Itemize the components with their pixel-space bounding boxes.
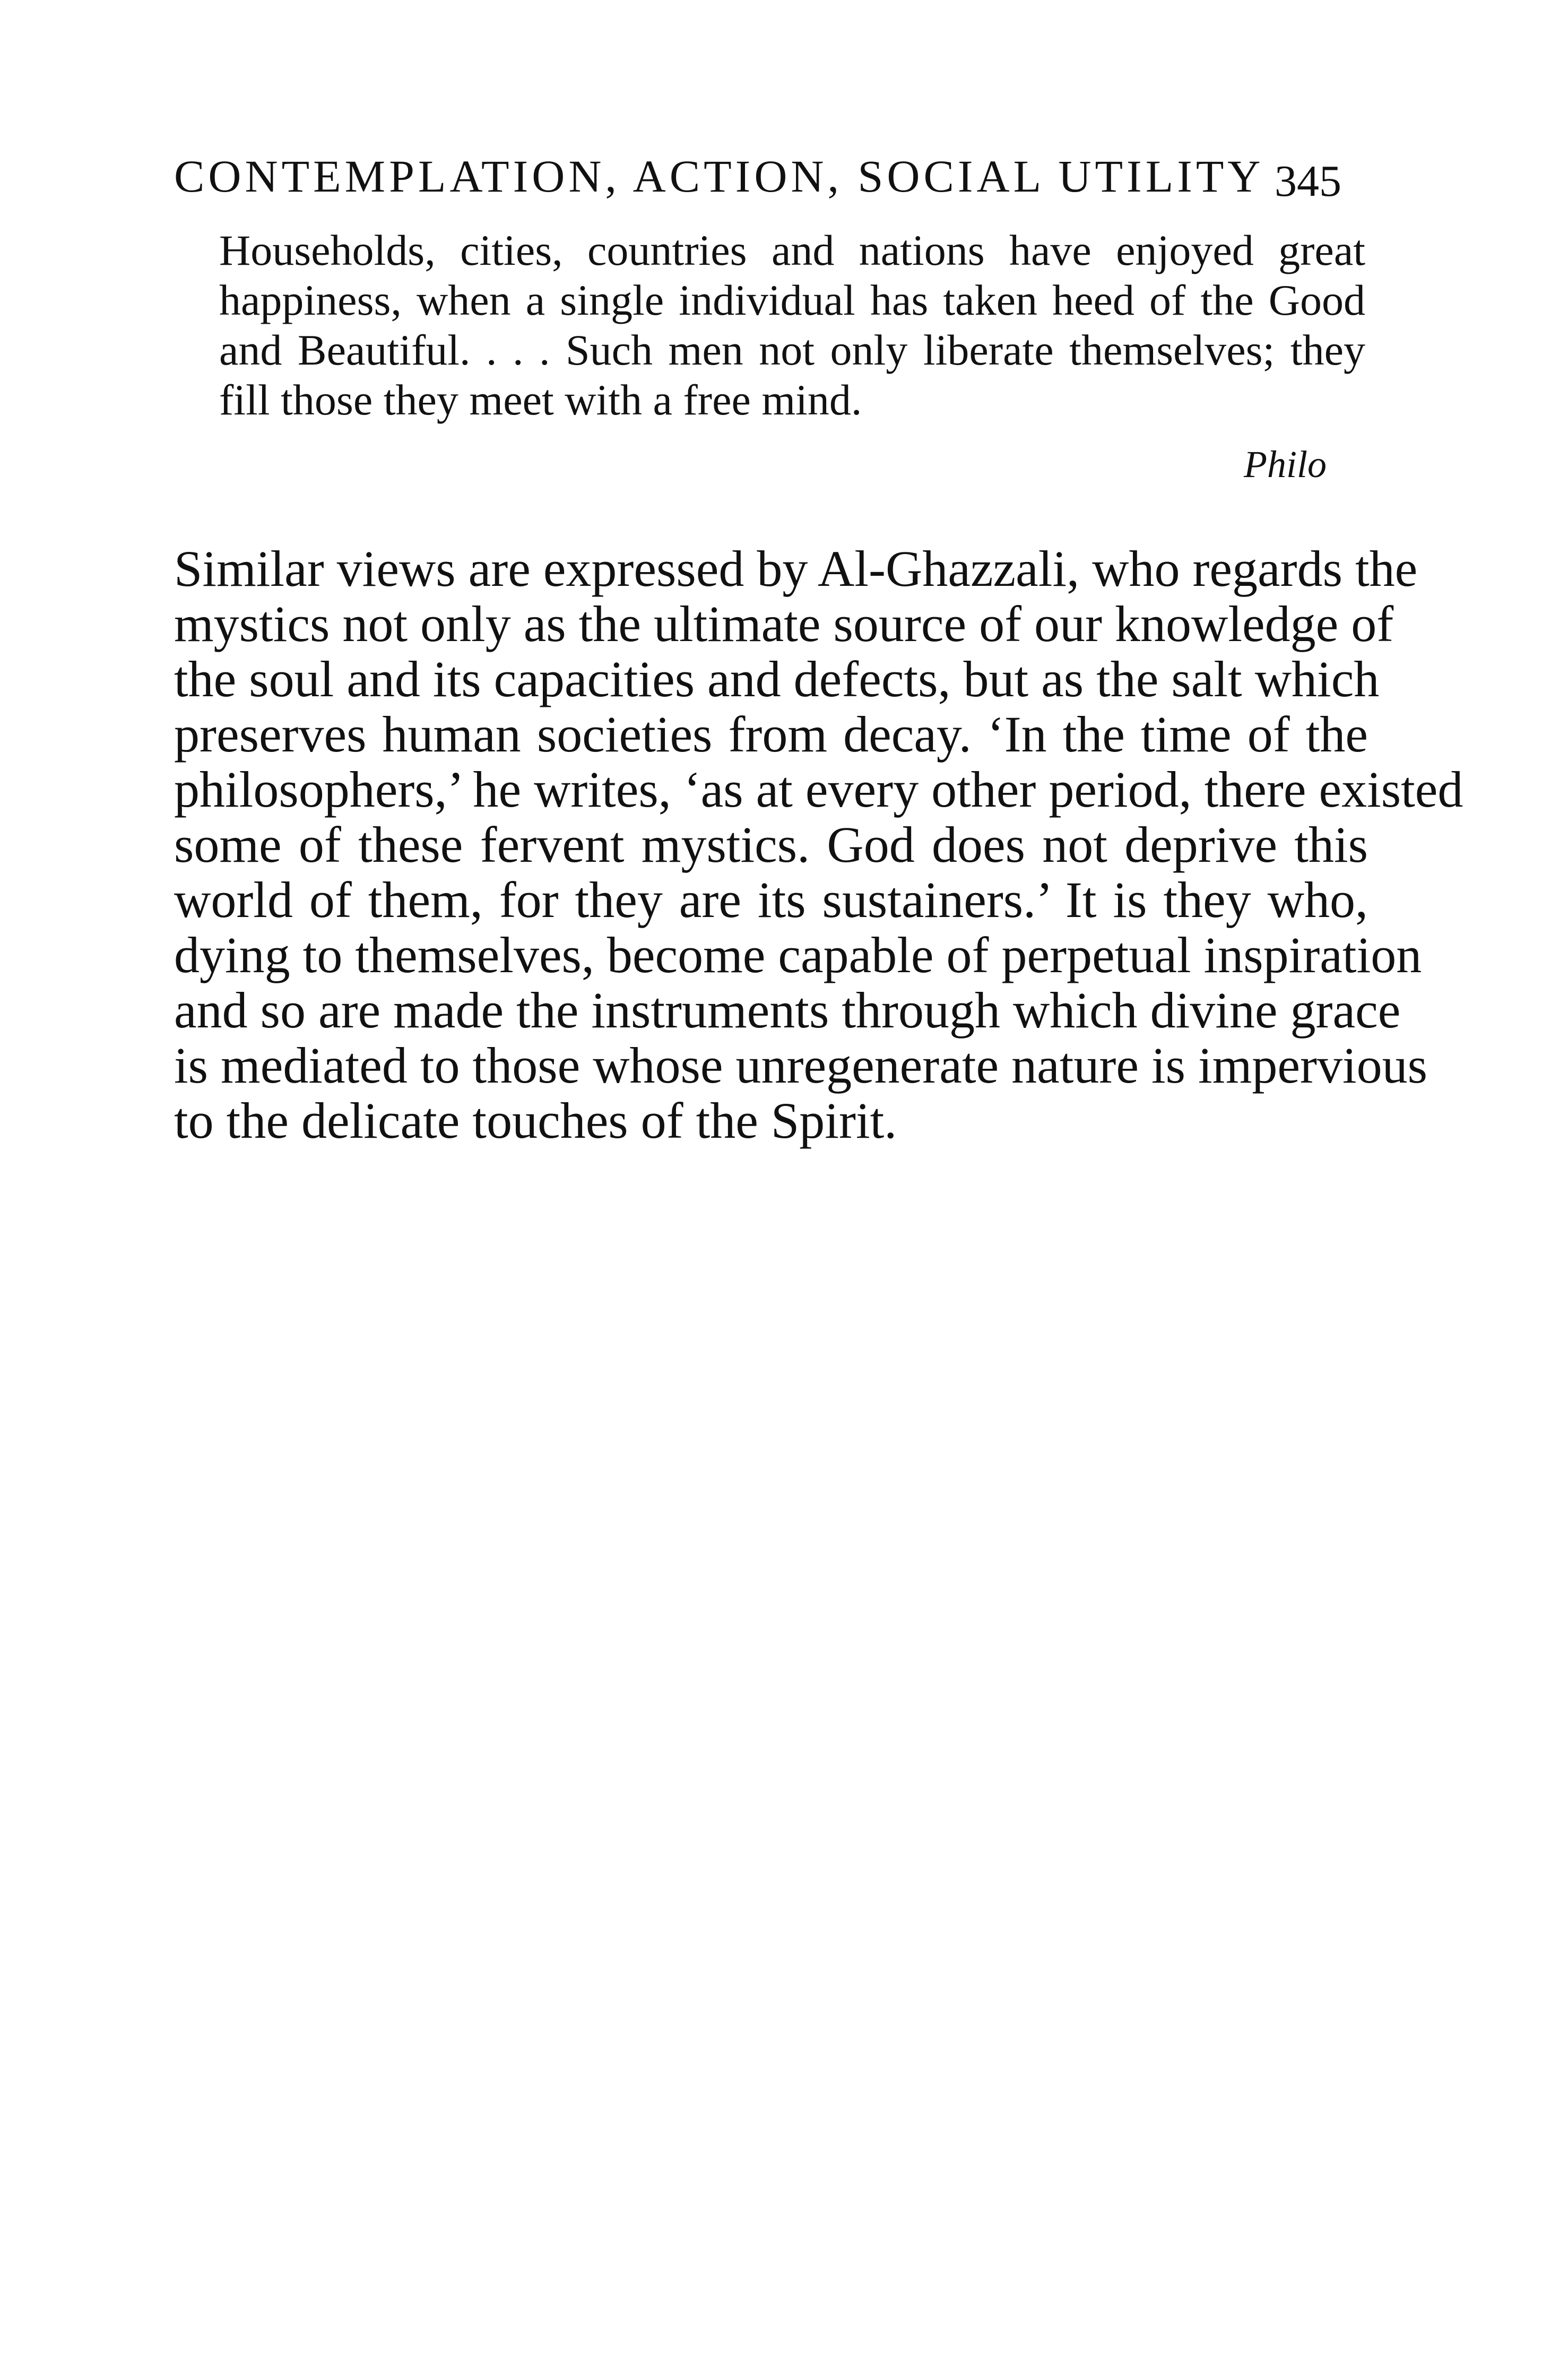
- body-line: and so are made the instruments through which divine grace: [174, 982, 1401, 1039]
- epigraph-line: and Beautiful. . . . Such men not only liberate themselves; they: [219, 326, 1365, 374]
- running-head-title: CONTEMPLATION, ACTION, SOCIAL UTILITY: [174, 151, 1264, 202]
- running-head: [174, 150, 1341, 206]
- body-line: preserves human societies from decay. ‘In the time of the: [174, 706, 1368, 763]
- epigraph-quote: [219, 226, 1365, 425]
- epigraph-attribution: Philo: [1244, 443, 1327, 486]
- body-line: mystics not only as the ultimate source of our knowledge of: [174, 595, 1394, 652]
- body-line: to the delicate touches of the Spirit.: [174, 1092, 897, 1149]
- epigraph-line: Households, cities, countries and nations have enjoyed great: [219, 226, 1365, 274]
- body-paragraph: [174, 540, 1463, 1149]
- body-line: Similar views are expressed by Al-Ghazzali, who regards the: [174, 540, 1418, 597]
- epigraph-line: happiness, when a single individual has taken heed of the Good: [219, 276, 1365, 324]
- body-line: the soul and its capacities and defects, but as the salt which: [174, 651, 1380, 707]
- page-number: 345: [1275, 157, 1341, 206]
- body-line: some of these fervent mystics. God does not deprive this: [174, 816, 1368, 873]
- epigraph-line: fill those they meet with a free mind.: [219, 376, 862, 424]
- body-line: world of them, for they are its sustainers.’ It is they who,: [174, 871, 1368, 928]
- body-line: philosophers,’ he writes, ‘as at every other period, there existed: [174, 761, 1463, 818]
- body-line: dying to themselves, become capable of perpetual inspiration: [174, 927, 1422, 983]
- body-line: is mediated to those whose unregenerate nature is impervious: [174, 1037, 1427, 1094]
